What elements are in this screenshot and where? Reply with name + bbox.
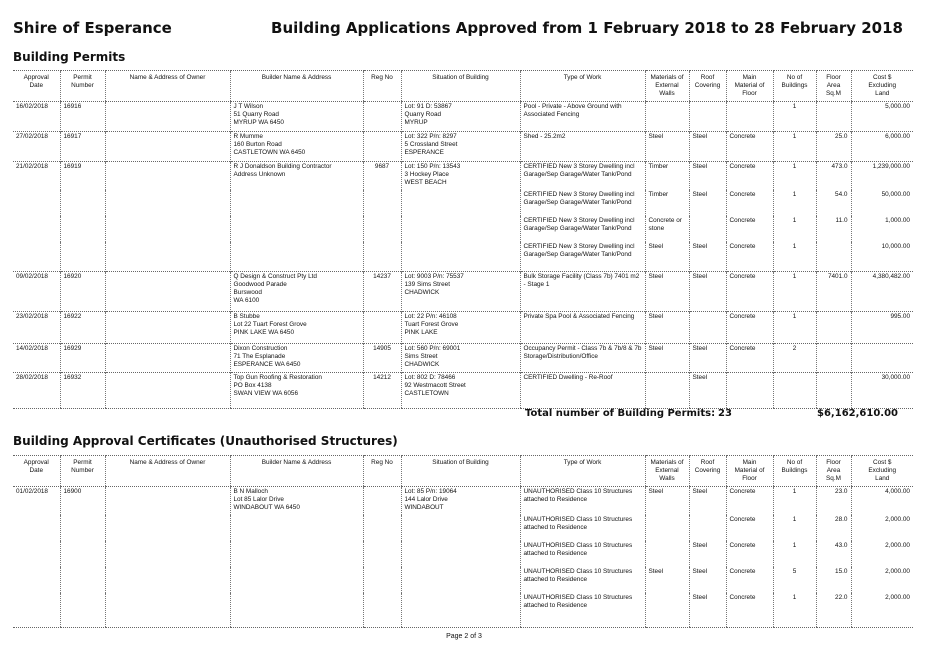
table-header-row [13, 71, 913, 102]
table-row [13, 242, 913, 271]
cell-roof [689, 102, 726, 132]
cell-permit-number: 16916 [60, 102, 105, 132]
cell-reg-no [363, 311, 401, 343]
cell-cost: 5,000.00 [851, 102, 913, 132]
cell-floor-area: 473.0 [816, 162, 851, 191]
cell-walls [645, 515, 689, 541]
table-row [13, 487, 913, 516]
cell-situation: Lot: 560 P/n: 69001 Sims Street CHADWICK [401, 343, 520, 372]
cell-approval-date: 16/02/2018 [13, 102, 60, 132]
cell-floor-area: 23.0 [816, 487, 851, 516]
col-owner: Name & Address of Owner [105, 456, 230, 487]
cell-roof: Steel [689, 343, 726, 372]
col-roof: Roof Covering [689, 71, 726, 102]
cell-buildings [773, 372, 816, 408]
table-row [13, 311, 913, 343]
cell-owner [105, 515, 230, 541]
col-cost: Cost $ Excluding Land [851, 71, 913, 102]
cell-builder: R J Donaldson Building Contractor Address Unknown [230, 162, 363, 191]
cell-walls: Steel [645, 132, 689, 162]
cell-builder [230, 190, 363, 216]
cell-situation [401, 190, 520, 216]
cell-approval-date: 01/02/2018 [13, 487, 60, 516]
cell-cost: 1,239,000.00 [851, 162, 913, 191]
cell-roof [689, 216, 726, 242]
col-reg-no: Reg No [363, 456, 401, 487]
col-permit-number: Permit Number [60, 71, 105, 102]
cell-type-of-work: UNAUTHORISED Class 10 Structures attached to Residence [520, 567, 645, 593]
cell-floor [726, 372, 773, 408]
cell-buildings: 1 [773, 541, 816, 567]
building-permits-table [13, 70, 913, 409]
cell-permit-number: 16919 [60, 162, 105, 191]
cell-floor-area [816, 343, 851, 372]
cell-buildings: 1 [773, 162, 816, 191]
total-permits-label: Total number of Building Permits: [525, 408, 716, 419]
cell-buildings: 1 [773, 593, 816, 627]
col-walls: Materials of External Walls [645, 456, 689, 487]
cell-buildings: 1 [773, 271, 816, 311]
cell-type-of-work: Private Spa Pool & Associated Fencing [520, 311, 645, 343]
cell-floor-area [816, 102, 851, 132]
cell-reg-no: 14237 [363, 271, 401, 311]
cell-approval-date: 09/02/2018 [13, 271, 60, 311]
cell-cost: 10,000.00 [851, 242, 913, 271]
col-floor: Main Material of Floor [726, 456, 773, 487]
cell-owner [105, 311, 230, 343]
table-row [13, 162, 913, 191]
cell-walls: Steel [645, 311, 689, 343]
cell-permit-number [60, 515, 105, 541]
cell-owner [105, 541, 230, 567]
cell-type-of-work: CERTIFIED New 3 Storey Dwelling incl Garage/Sep Garage/Water Tank/Pond [520, 216, 645, 242]
cell-walls: Steel [645, 242, 689, 271]
cell-roof: Steel [689, 593, 726, 627]
table-row [13, 132, 913, 162]
cell-cost: 50,000.00 [851, 190, 913, 216]
cell-builder: R Mumme 160 Burton Road CASTLETOWN WA 6450 [230, 132, 363, 162]
cell-approval-date: 21/02/2018 [13, 162, 60, 191]
cell-situation: Lot: 85 P/n: 19064 144 Lalor Drive WINDABOUT [401, 487, 520, 516]
cell-cost: 2,000.00 [851, 515, 913, 541]
cell-situation: Lot: 322 P/n: 8297 5 Crossland Street ESPERANCE [401, 132, 520, 162]
cell-approval-date: 23/02/2018 [13, 311, 60, 343]
cell-situation [401, 242, 520, 271]
table-row [13, 271, 913, 311]
cell-approval-date: 28/02/2018 [13, 372, 60, 408]
cell-situation: Lot: 91 D: 53867 Quarry Road MYRUP [401, 102, 520, 132]
table-header-row [13, 456, 913, 487]
col-floor: Main Material of Floor [726, 71, 773, 102]
cell-builder [230, 242, 363, 271]
cell-walls: Steel [645, 487, 689, 516]
cell-owner [105, 216, 230, 242]
cell-situation: Lot: 22 P/n: 46108 Tuart Forest Grove PINK LAKE [401, 311, 520, 343]
cell-approval-date [13, 567, 60, 593]
cell-walls: Steel [645, 567, 689, 593]
cell-cost: 30,000.00 [851, 372, 913, 408]
col-situation: Situation of Building [401, 71, 520, 102]
cell-cost [851, 343, 913, 372]
cell-walls: Steel [645, 343, 689, 372]
cell-approval-date [13, 515, 60, 541]
cell-reg-no [363, 541, 401, 567]
cell-type-of-work: UNAUTHORISED Class 10 Structures attached to Residence [520, 541, 645, 567]
cell-buildings: 1 [773, 102, 816, 132]
cell-permit-number: 16932 [60, 372, 105, 408]
table-row [13, 541, 913, 567]
cell-builder: B Stubbe Lot 22 Tuart Forest Grove PINK LAKE WA 6450 [230, 311, 363, 343]
building-permits-heading: Building Permits [13, 50, 126, 64]
table-row [13, 102, 913, 132]
cell-owner [105, 593, 230, 627]
cell-situation: Lot: 150 P/n: 13543 3 Hockey Place WEST BEACH [401, 162, 520, 191]
table-row [13, 343, 913, 372]
cell-type-of-work: CERTIFIED New 3 Storey Dwelling incl Garage/Sep Garage/Water Tank/Pond [520, 162, 645, 191]
cell-reg-no: 9687 [363, 162, 401, 191]
col-type-of-work: Type of Work [520, 71, 645, 102]
cell-buildings: 1 [773, 242, 816, 271]
cell-owner [105, 271, 230, 311]
cell-builder: Top Gun Roofing & Restoration PO Box 4138 SWAN VIEW WA 6056 [230, 372, 363, 408]
cell-floor-area: 25.0 [816, 132, 851, 162]
cell-permit-number [60, 541, 105, 567]
cell-reg-no: 14905 [363, 343, 401, 372]
col-type-of-work: Type of Work [520, 456, 645, 487]
cell-floor-area: 15.0 [816, 567, 851, 593]
cell-type-of-work: Occupancy Permit - Class 7b & 7b/8 & 7b Storage/Distribution/Office [520, 343, 645, 372]
cell-builder [230, 567, 363, 593]
cell-permit-number [60, 216, 105, 242]
cell-permit-number [60, 190, 105, 216]
cell-walls: Timber [645, 162, 689, 191]
table-row [13, 515, 913, 541]
cell-owner [105, 343, 230, 372]
cell-walls [645, 541, 689, 567]
cell-builder [230, 541, 363, 567]
cell-floor-area [816, 242, 851, 271]
table-row [13, 190, 913, 216]
cell-floor-area: 7401.0 [816, 271, 851, 311]
cell-permit-number: 16917 [60, 132, 105, 162]
cell-floor-area: 43.0 [816, 541, 851, 567]
cell-buildings: 1 [773, 487, 816, 516]
cell-approval-date [13, 242, 60, 271]
cell-floor-area [816, 311, 851, 343]
col-cost: Cost $ Excluding Land [851, 456, 913, 487]
col-situation: Situation of Building [401, 456, 520, 487]
cell-permit-number: 16920 [60, 271, 105, 311]
cell-roof: Steel [689, 242, 726, 271]
col-builder: Builder Name & Address [230, 71, 363, 102]
col-buildings: No of Buildings [773, 456, 816, 487]
cell-buildings: 1 [773, 190, 816, 216]
cell-roof [689, 311, 726, 343]
cell-reg-no [363, 567, 401, 593]
cell-type-of-work: UNAUTHORISED Class 10 Structures attached to Residence [520, 515, 645, 541]
cell-permit-number: 16929 [60, 343, 105, 372]
cell-buildings: 1 [773, 216, 816, 242]
cell-owner [105, 190, 230, 216]
cell-situation [401, 593, 520, 627]
cell-owner [105, 372, 230, 408]
cell-builder [230, 593, 363, 627]
cell-cost: 2,000.00 [851, 567, 913, 593]
table-row [13, 593, 913, 627]
cell-permit-number [60, 567, 105, 593]
cell-roof: Steel [689, 372, 726, 408]
cell-floor-area [816, 372, 851, 408]
col-floor-area: Floor Area Sq.M [816, 71, 851, 102]
cell-roof: Steel [689, 190, 726, 216]
cell-type-of-work: CERTIFIED New 3 Storey Dwelling incl Garage/Sep Garage/Water Tank/Pond [520, 190, 645, 216]
cell-type-of-work: Pool - Private - Above Ground with Associated Fencing [520, 102, 645, 132]
cell-situation [401, 541, 520, 567]
table-row [13, 372, 913, 408]
cell-permit-number: 16900 [60, 487, 105, 516]
cell-owner [105, 132, 230, 162]
cell-roof: Steel [689, 487, 726, 516]
report-title: Building Applications Approved from 1 February 2018 to 28 February 2018 [271, 19, 903, 37]
cell-situation: Lot: 802 D: 78466 92 Westmacott Street CASTLETOWN [401, 372, 520, 408]
cell-reg-no: 14212 [363, 372, 401, 408]
cell-builder [230, 515, 363, 541]
cell-floor: Concrete [726, 132, 773, 162]
cell-type-of-work: CERTIFIED Dwelling - Re-Roof [520, 372, 645, 408]
cell-walls: Concrete or stone [645, 216, 689, 242]
cell-type-of-work: UNAUTHORISED Class 10 Structures attached to Residence [520, 593, 645, 627]
cell-reg-no [363, 593, 401, 627]
cell-floor: Concrete [726, 567, 773, 593]
col-buildings: No of Buildings [773, 71, 816, 102]
cell-owner [105, 162, 230, 191]
cell-floor: Concrete [726, 343, 773, 372]
cell-reg-no [363, 190, 401, 216]
cell-builder [230, 216, 363, 242]
cell-floor: Concrete [726, 216, 773, 242]
cell-builder: B N Malloch Lot 85 Lalor Drive WINDABOUT WA 6450 [230, 487, 363, 516]
cell-floor: Concrete [726, 311, 773, 343]
cell-builder: Dixon Construction 71 The Esplanade ESPERANCE WA 6450 [230, 343, 363, 372]
cell-floor-area: 22.0 [816, 593, 851, 627]
cell-permit-number [60, 242, 105, 271]
cell-floor: Concrete [726, 515, 773, 541]
cell-walls [645, 372, 689, 408]
col-approval-date: Approval Date [13, 456, 60, 487]
cell-approval-date [13, 216, 60, 242]
cell-situation [401, 216, 520, 242]
col-approval-date: Approval Date [13, 71, 60, 102]
cell-cost: 2,000.00 [851, 541, 913, 567]
approval-certificates-table [13, 455, 913, 628]
cell-buildings: 1 [773, 311, 816, 343]
col-builder: Builder Name & Address [230, 456, 363, 487]
cell-floor: Concrete [726, 162, 773, 191]
cell-floor-area: 28.0 [816, 515, 851, 541]
col-roof: Roof Covering [689, 456, 726, 487]
cell-floor [726, 102, 773, 132]
cell-floor-area: 11.0 [816, 216, 851, 242]
cell-reg-no [363, 216, 401, 242]
cell-type-of-work: Shed - 25.2m2 [520, 132, 645, 162]
col-permit-number: Permit Number [60, 456, 105, 487]
cell-reg-no [363, 132, 401, 162]
cell-situation: Lot: 9003 P/n: 75537 139 Sims Street CHADWICK [401, 271, 520, 311]
col-reg-no: Reg No [363, 71, 401, 102]
cell-floor: Concrete [726, 487, 773, 516]
cell-owner [105, 567, 230, 593]
cell-buildings: 1 [773, 515, 816, 541]
col-floor-area: Floor Area Sq.M [816, 456, 851, 487]
cell-reg-no [363, 242, 401, 271]
cell-cost: 995.00 [851, 311, 913, 343]
cell-floor: Concrete [726, 190, 773, 216]
cell-type-of-work: Bulk Storage Facility (Class 7b) 7401 m2 - Stage 1 [520, 271, 645, 311]
cell-approval-date [13, 190, 60, 216]
cell-roof: Steel [689, 567, 726, 593]
cell-situation [401, 515, 520, 541]
cell-roof: Steel [689, 271, 726, 311]
cell-walls [645, 593, 689, 627]
page-number: Page 2 of 3 [446, 633, 482, 640]
cell-cost: 2,000.00 [851, 593, 913, 627]
cell-approval-date [13, 541, 60, 567]
cell-cost: 4,000.00 [851, 487, 913, 516]
cell-type-of-work: CERTIFIED New 3 Storey Dwelling incl Garage/Sep Garage/Water Tank/Pond [520, 242, 645, 271]
cell-reg-no [363, 487, 401, 516]
cell-cost: 6,000.00 [851, 132, 913, 162]
cell-approval-date [13, 593, 60, 627]
col-walls: Materials of External Walls [645, 71, 689, 102]
cell-type-of-work: UNAUTHORISED Class 10 Structures attached to Residence [520, 487, 645, 516]
cell-builder: Q Design & Construct Pty Ltd Goodwood Parade Burswood WA 6100 [230, 271, 363, 311]
col-owner: Name & Address of Owner [105, 71, 230, 102]
cell-owner [105, 242, 230, 271]
cell-floor: Concrete [726, 242, 773, 271]
cell-reg-no [363, 102, 401, 132]
cell-approval-date: 14/02/2018 [13, 343, 60, 372]
cell-situation [401, 567, 520, 593]
cell-permit-number: 16922 [60, 311, 105, 343]
table-row [13, 216, 913, 242]
certificates-heading: Building Approval Certificates (Unauthorised Structures) [13, 434, 398, 448]
cell-roof: Steel [689, 132, 726, 162]
cell-builder: J T Wilson 51 Quarry Road MYRUP WA 6450 [230, 102, 363, 132]
cell-approval-date: 27/02/2018 [13, 132, 60, 162]
cell-cost: 1,000.00 [851, 216, 913, 242]
cell-permit-number [60, 593, 105, 627]
cell-roof [689, 515, 726, 541]
cell-owner [105, 487, 230, 516]
cell-cost: 4,380,482.00 [851, 271, 913, 311]
cell-buildings: 5 [773, 567, 816, 593]
cell-walls: Timber [645, 190, 689, 216]
cell-roof: Steel [689, 162, 726, 191]
table-row [13, 567, 913, 593]
cell-floor: Concrete [726, 271, 773, 311]
cell-buildings: 2 [773, 343, 816, 372]
cell-roof: Steel [689, 541, 726, 567]
cell-owner [105, 102, 230, 132]
organisation-name: Shire of Esperance [13, 19, 172, 37]
cell-floor: Concrete [726, 593, 773, 627]
cell-floor: Concrete [726, 541, 773, 567]
cell-walls [645, 102, 689, 132]
cell-floor-area: 54.0 [816, 190, 851, 216]
total-permits-count: 23 [718, 408, 732, 419]
total-permits-value: $6,162,610.00 [817, 408, 898, 419]
cell-buildings: 1 [773, 132, 816, 162]
cell-reg-no [363, 515, 401, 541]
cell-walls: Steel [645, 271, 689, 311]
